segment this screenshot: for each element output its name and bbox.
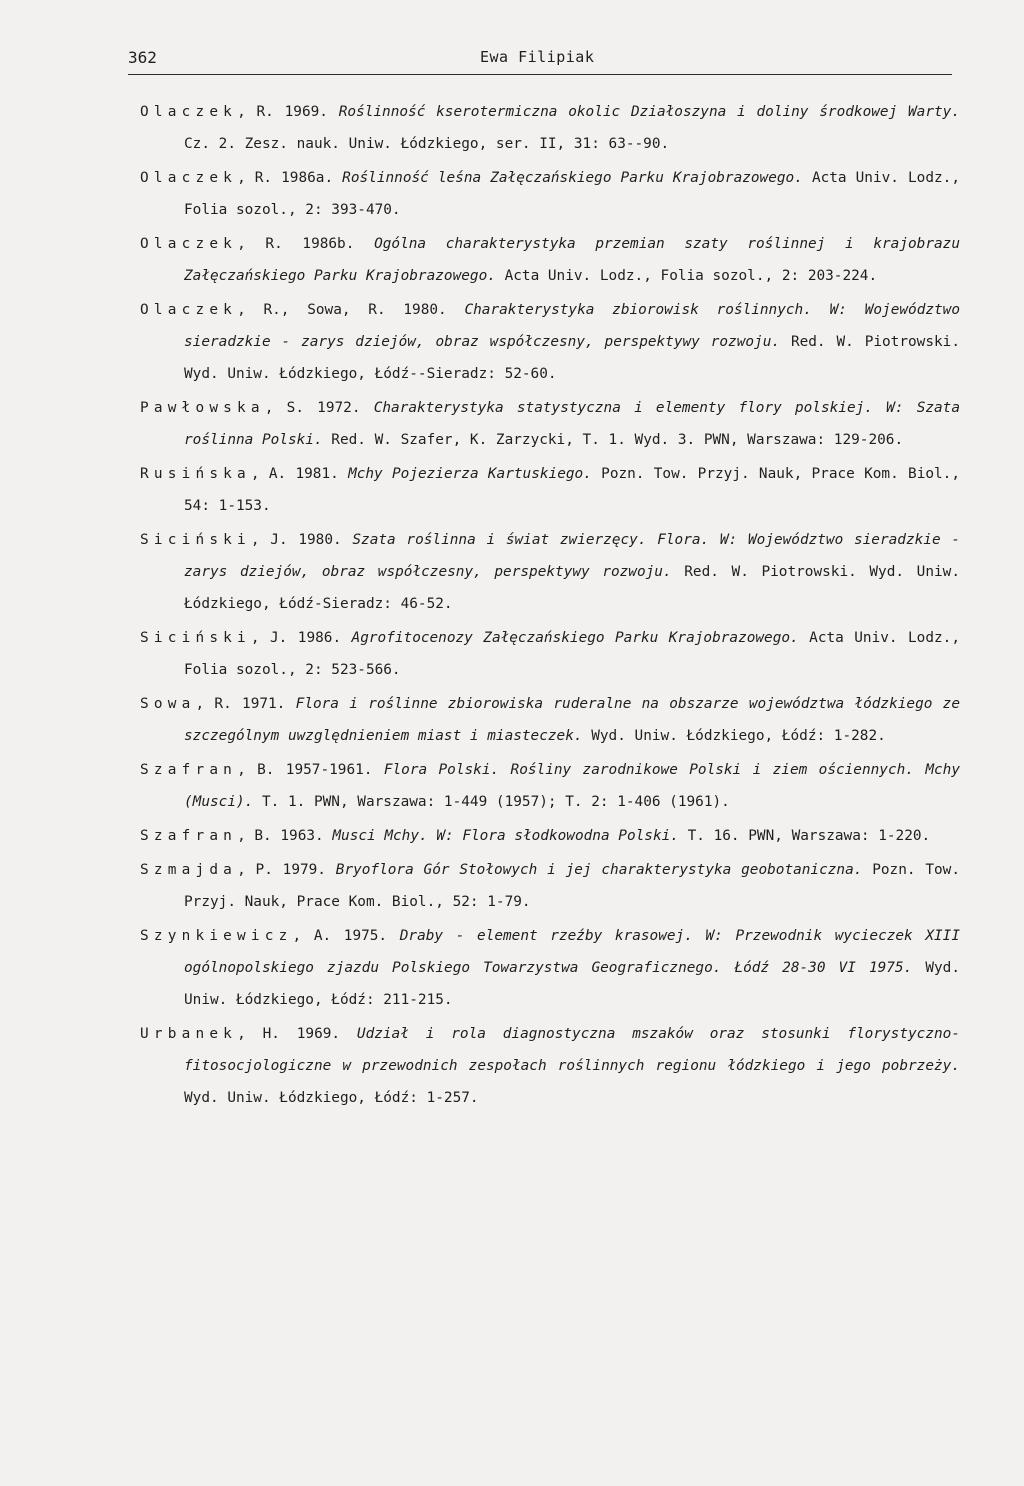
reference-entry: [140, 920, 960, 1016]
reference-title: Ogólna charakterystyka przemian szaty roślinnej i krajobrazu Załęczańskiego Parku Krajobrazowego.: [184, 236, 960, 284]
reference-title: Roślinność kserotermiczna okolic Działoszyna i doliny środkowej Warty.: [338, 104, 960, 120]
reference-author: Rusińska: [140, 466, 251, 482]
reference-author: Olaczek: [140, 170, 238, 186]
reference-entry: [140, 294, 960, 390]
reference-year: , J. 1980.: [250, 532, 342, 548]
reference-details: Cz. 2. Zesz. nauk. Uniw. Łódzkiego, ser. II, 31: 63--90.: [184, 136, 670, 152]
reference-year: , P. 1979.: [237, 862, 326, 878]
reference-details: Wyd. Uniw. Łódzkiego, Łódź: 211-215.: [184, 960, 960, 1008]
reference-details: Pozn. Tow. Przyj. Nauk, Prace Kom. Biol., 54: 1-153.: [184, 466, 961, 514]
reference-author: Siciński: [140, 532, 251, 548]
reference-title: Flora i roślinne zbiorowiska ruderalne na obszarze województwa łódzkiego ze szczególnym uwzględnieniem miast i miasteczek.: [184, 696, 961, 744]
running-head: Ewa Filipiak: [480, 48, 595, 66]
reference-author: Urbanek: [140, 1026, 238, 1042]
reference-year: , H. 1969.: [237, 1026, 341, 1042]
reference-details: T. 16. PWN, Warszawa: 1-220.: [687, 828, 931, 844]
reference-title: Agrofitocenozy Załęczańskiego Parku Krajobrazowego.: [351, 630, 799, 646]
reference-author: Szafran: [140, 828, 238, 844]
reference-entry: [140, 524, 960, 620]
reference-year: , R. 1986b.: [237, 236, 355, 252]
reference-entry: [140, 228, 960, 292]
reference-details: Red. W. Szafer, K. Zarzycki, T. 1. Wyd. 3. PWN, Warszawa: 129-206.: [331, 432, 904, 448]
reference-title: Musci Mchy. W: Flora słodkowodna Polski.: [332, 828, 679, 844]
reference-entry: [140, 162, 960, 226]
reference-author: Olaczek: [140, 302, 238, 318]
reference-details: Wyd. Uniw. Łódzkiego, Łódź: 1-257.: [184, 1090, 479, 1106]
reference-year: , R. 1986a.: [237, 170, 334, 186]
reference-author: Siciński: [140, 630, 251, 646]
reference-entry: [140, 458, 960, 522]
reference-year: , R. 1969.: [237, 104, 328, 120]
reference-title: Flora Polski. Rośliny zarodnikowe Polski i ziem ościennych. Mchy (Musci).: [184, 762, 960, 810]
reference-title: Szata roślinna i świat zwierzęcy. Flora. W: Województwo sieradzkie - zarys dziejów, obraz współczesny, perspektywy rozwoju.: [184, 532, 960, 580]
reference-year: , R. 1971.: [195, 696, 286, 712]
reference-details: Red. W. Piotrowski. Wyd. Uniw. Łódzkiego, Łódź-Sieradz: 46-52.: [184, 564, 960, 612]
reference-author: Olaczek: [140, 236, 238, 252]
reference-details: Acta Univ. Lodz., Folia sozol., 2: 523-566.: [184, 630, 960, 678]
reference-author: Sowa: [140, 696, 196, 712]
reference-year: , B. 1963.: [237, 828, 324, 844]
reference-details: Wyd. Uniw. Łódzkiego, Łódź: 1-282.: [591, 728, 886, 744]
reference-entry: [140, 754, 960, 818]
reference-entry: [140, 1018, 960, 1114]
reference-details: T. 1. PWN, Warszawa: 1-449 (1957); T. 2: 1-406 (1961).: [261, 794, 730, 810]
reference-entry: [140, 622, 960, 686]
reference-author: Olaczek: [140, 104, 238, 120]
reference-details: Acta Univ. Lodz., Folia sozol., 2: 203-224.: [504, 268, 878, 284]
reference-title: Udział i rola diagnostyczna mszaków oraz stosunki florystyczno-fitosocjologiczne w przewodnich zespołach roślinnych regionu łódzkiego i jego pobrzeży.: [184, 1026, 960, 1074]
reference-entry: [140, 854, 960, 918]
reference-year: , S. 1972.: [264, 400, 361, 416]
reference-title: Mchy Pojezierza Kartuskiego.: [348, 466, 592, 482]
reference-year: , A. 1981.: [250, 466, 339, 482]
reference-title: Bryoflora Gór Stołowych i jej charakterystyka geobotaniczna.: [335, 862, 863, 878]
reference-entry: [140, 392, 960, 456]
reference-details: Pozn. Tow. Przyj. Nauk, Prace Kom. Biol., 52: 1-79.: [184, 862, 961, 910]
reference-author: Pawłowska: [140, 400, 265, 416]
reference-year: , A. 1975.: [292, 928, 388, 944]
reference-title: Roślinność leśna Załęczańskiego Parku Krajobrazowego.: [342, 170, 803, 186]
reference-title: Charakterystyka zbiorowisk roślinnych. W: Województwo sieradzkie - zarys dziejów, obraz współczesny, perspektywy rozwoju.: [184, 302, 961, 350]
reference-entry: [140, 688, 960, 752]
reference-details: Acta Univ. Lodz., Folia sozol., 2: 393-470.: [184, 170, 960, 218]
reference-title: Draby - element rzeźby krasowej. W: Przewodnik wycieczek XIII ogólnopolskiego zjazdu Polskiego Towarzystwa Geograficznego. Łódź 28-30 VI 1975.: [184, 928, 961, 976]
reference-entry: [140, 820, 960, 852]
reference-author: Szafran: [140, 762, 238, 778]
reference-year: , R., Sowa, R. 1980.: [237, 302, 447, 318]
reference-title: Charakterystyka statystyczna i elementy flory polskiej. W: Szata roślinna Polski.: [184, 400, 961, 448]
reference-details: Red. W. Piotrowski. Wyd. Uniw. Łódzkiego, Łódź--Sieradz: 52-60.: [184, 334, 960, 382]
reference-year: , B. 1957-1961.: [237, 762, 373, 778]
reference-year: , J. 1986.: [250, 630, 342, 646]
page-header: [128, 44, 952, 75]
reference-author: Szmajda: [140, 862, 238, 878]
reference-list: [140, 96, 960, 1116]
page-number: 362: [128, 48, 157, 67]
reference-author: Szynkiewicz: [140, 928, 293, 944]
reference-entry: [140, 96, 960, 160]
